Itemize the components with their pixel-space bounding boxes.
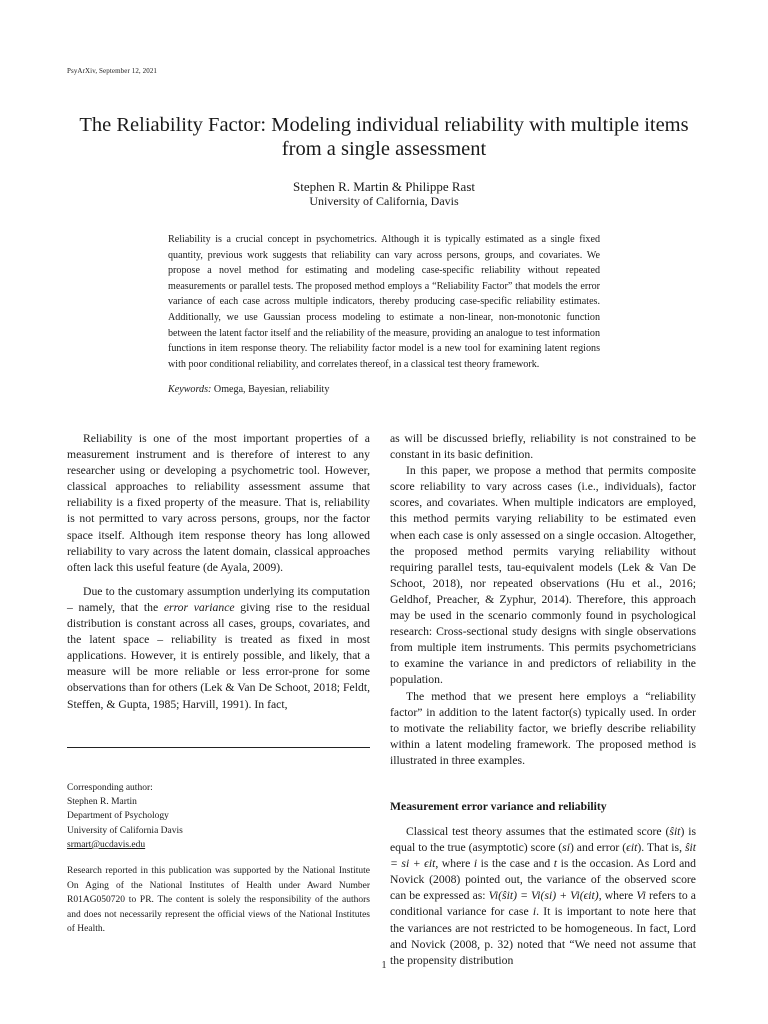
corresponding-name: Stephen R. Martin <box>67 797 137 808</box>
corresponding-dept: Department of Psychology <box>67 811 169 822</box>
corresponding-univ: University of California Davis <box>67 825 183 836</box>
preprint-header: PsyArXiv, September 12, 2021 <box>67 67 158 75</box>
keywords-label: Keywords: <box>168 384 212 395</box>
abstract: Reliability is a crucial concept in psychometrics. Although it is typically estimated as a single fixed quantity, previous work suggests that reliability can vary across persons, groups, and covariates. We propose a novel method for estimating and modeling case-specific reliability without repeated measurements or parallel tests. The proposed method employs a “Reliability Factor” that models the error variance of each case across multiple indicators, thereby producing case-specific reliability estimates. Additionally, we use Gaussian process modeling to estimate a non-linear, non-monotonic function between the latent factor itself and the reliability of the measure, providing an analogue to test information functions in item response theory. The reliability factor model is a new tool for examining latent regions with poor conditional reliability, and correlates thereof, in a classical test theory framework. <box>168 234 600 370</box>
body-paragraph: Classical test theory assumes that the estimated score (ŝit) is equal to the true (asymptotic) score (si) and error (ϵit). That is, ŝit = si + ϵit, where i is the case and t is the occasion. As Lord and Novick (2008) pointed out, the variance of the observed score can be expressed as: Vi(ŝit) = Vi(si) + Vi(ϵit), where Vi refers to a conditional variance for case i. It is important to note here that the variances are not restricted to be homogeneous. In fact, Lord and Novick (2008, p. 32) noted that “We need not assume that the propensity distribution <box>390 825 696 967</box>
footnote-divider <box>67 747 370 748</box>
affiliation: University of California, Davis <box>309 194 459 208</box>
math-i: i <box>473 857 478 871</box>
math-t: t <box>553 857 558 871</box>
math-equation-1: ŝit = si + ϵit <box>390 841 696 871</box>
math-epsilon: ϵit <box>626 841 638 855</box>
body-paragraph: Due to the customary assumption underlying its computation – namely, that the error variance giving rise to the residual distribution is constant across all cases, groups, covariates, and the latent space – reliability is treated as fixed in most applications. However, it is entirely possible, and likely, that a measure will be more reliable or less error-prone for some observations than for others (Lek & Van De Schoot, 2018; Feldt, Steffen, & Gupta, 1985; Harvill, 1991). In fact, <box>67 584 370 711</box>
corresponding-author-block <box>67 781 370 852</box>
right-column <box>390 431 696 769</box>
right-column-continued <box>390 824 696 969</box>
math-s-i: si <box>562 841 570 855</box>
section-heading: Measurement error variance and reliability <box>390 800 607 813</box>
corresponding-label: Corresponding author: <box>67 783 153 793</box>
email-link[interactable]: srmart@ucdavis.edu <box>67 839 146 850</box>
keywords-list: Omega, Bayesian, reliability <box>213 384 330 395</box>
body-paragraph: as will be discussed briefly, reliability is not constrained to be constant in its basic definition. <box>390 432 696 462</box>
math-s-hat: ŝit <box>669 825 681 838</box>
left-column <box>67 431 370 713</box>
keywords <box>168 383 600 397</box>
page-number: 1 <box>381 960 387 971</box>
body-paragraph: In this paper, we propose a method that permits composite score reliability to vary across cases (i.e., individuals), factor scores, and covariates. When multiple indicators are employed, this method permits varying reliability to be estimated even when each case is only assessed on a single occasion. Altogether, the proposed method permits varying reliability without requiring parallel tests, tau-equivalent models (Lek & Van De Schoot, 2018), nor repeated observations (Hu et al., 2016; Geldhof, Preacher, & Zyphur, 2014). Therefore, this approach may be used in the scenario commonly found in psychological research: Cross-sectional study designs with single observations from multiple item instruments. This permits psychometricians to examine the variance in and predictors of reliability in the population. <box>390 464 696 687</box>
authors: Stephen R. Martin & Philippe Rast <box>293 179 475 194</box>
body-paragraph: Reliability is one of the most important properties of a measurement instrument and is therefore of interest to any researcher using or developing a psychometric tool. However, classical approaches to reliability assessment assume that reliability is a fixed property of the measure. That is, reliability is not permitted to vary across persons, groups, nor the factor space itself. Although item response theory has long allowed reliability to vary across the latent domain, classical approaches often lack this useful feature (de Ayala, 2009). <box>67 432 370 574</box>
math-i-2: i <box>532 905 537 919</box>
paper-title: The Reliability Factor: Modeling individual reliability with multiple items from a single assessment <box>79 114 689 160</box>
body-paragraph: The method that we present here employs a “reliability factor” in addition to the latent factor(s) typically used. In order to motivate the reliability factor, we briefly describe reliability within a latent modeling framework. The proposed method is illustrated in three examples. <box>390 689 696 767</box>
math-v-i: Vi <box>636 889 646 903</box>
emphasis-error-variance: error variance <box>163 600 235 614</box>
math-equation-2: Vi(ŝit) = Vi(si) + Vi(ϵit) <box>488 889 599 903</box>
funding-note: Research reported in this publication was supported by the National Institute On Aging of the National Institutes of Health under Award Number R01AG050720 to PR. The content is solely the responsibility of the authors and does not necessarily represent the official views of the National Institutes of Health. <box>67 866 370 935</box>
